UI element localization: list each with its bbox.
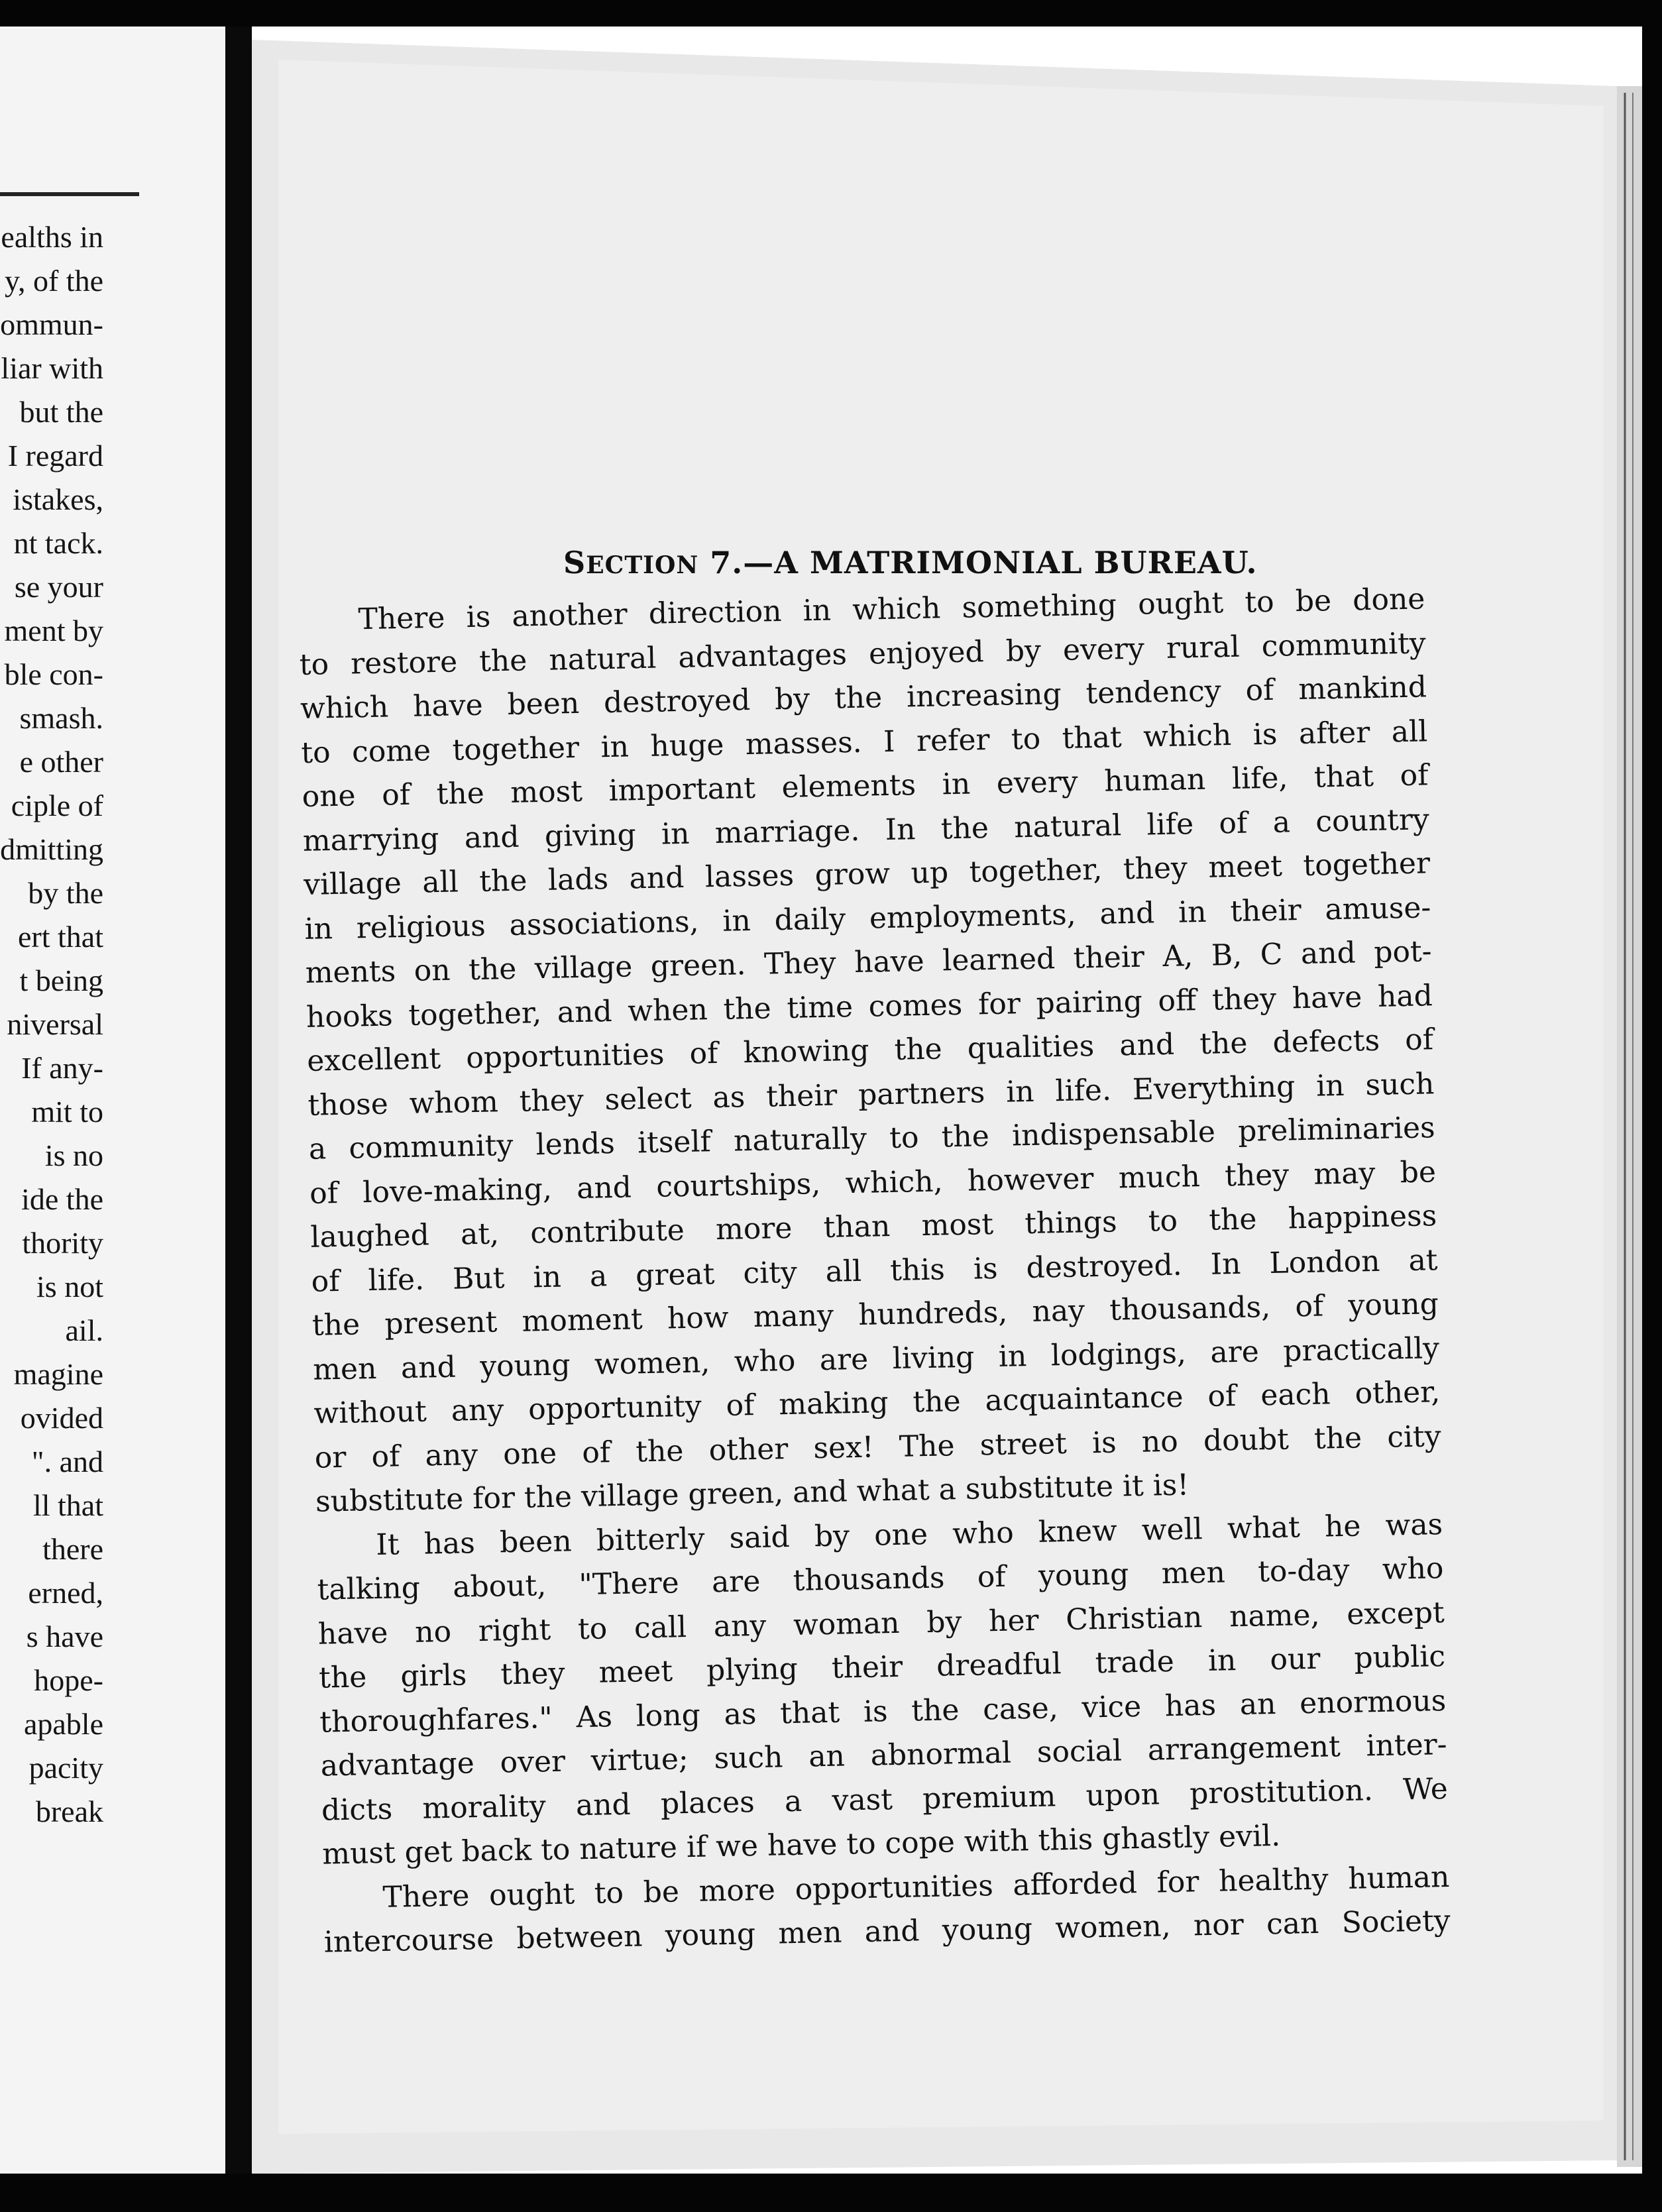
body-text-line: those whom they select as their partners in life. Everything in such — [307, 1066, 1435, 1123]
left-page-line: ert that — [18, 920, 103, 954]
top-black-margin — [0, 0, 1662, 27]
left-page-line: ommun- — [0, 307, 103, 341]
left-page-line: is not — [36, 1270, 103, 1303]
body-text-line: of love-making, and courtships, which, however much they may be — [309, 1154, 1437, 1211]
left-page-line: magine — [13, 1357, 103, 1391]
heading-title: 7.—A MATRIMONIAL BUREAU. — [698, 545, 1258, 581]
body-text-line: to restore the natural advantages enjoyed by every rural community — [299, 626, 1427, 682]
left-page-line: thority — [22, 1226, 103, 1260]
left-page-line: ble con- — [4, 657, 103, 691]
left-page-line: ciple of — [11, 789, 103, 822]
left-page-line: s have — [26, 1620, 103, 1653]
body-text-line: village all the lads and lasses grow up together, they meet together — [303, 846, 1431, 902]
left-page-line: e other — [19, 745, 103, 779]
left-page-line: ". and — [31, 1445, 103, 1478]
left-page-line: pacity — [28, 1751, 103, 1785]
left-page-line: break — [35, 1795, 103, 1828]
body-text-line: have no right to call any woman by her Christian name, except — [317, 1595, 1445, 1651]
left-page-line: ll that — [32, 1488, 103, 1522]
left-page-line: nt tack. — [13, 526, 103, 560]
left-page-line: by the — [28, 876, 103, 910]
body-text-line: laughed at, contribute more than most things to the happiness — [309, 1199, 1437, 1254]
left-page-line: ail. — [65, 1313, 103, 1347]
left-page-line: smash. — [19, 701, 103, 735]
page-edge-strip — [1617, 86, 1642, 2167]
left-page-line: liar with — [1, 351, 103, 385]
left-page-line: apable — [23, 1707, 103, 1741]
left-partial-page — [0, 192, 107, 1863]
section-body — [298, 578, 1451, 1991]
body-text-line: advantage over virtue; such an abnormal social arrangement inter- — [320, 1728, 1447, 1783]
left-page-line: mit to — [31, 1095, 103, 1129]
left-page-line: erned, — [28, 1576, 103, 1610]
left-page-line: there — [42, 1532, 103, 1566]
left-page-line: istakes, — [13, 482, 103, 516]
left-page-line: I regard — [7, 439, 103, 472]
left-page-line: ment by — [4, 614, 103, 647]
body-text-line: men and young women, who are living in lodgings, are practically — [312, 1331, 1440, 1387]
left-page-line: hope- — [34, 1663, 103, 1697]
body-text-line: It has been bitterly said by one who knew well what he was — [375, 1507, 1443, 1562]
left-page-line: ide the — [21, 1182, 103, 1216]
left-page-line: se your — [14, 570, 103, 604]
left-page-line: t being — [19, 964, 103, 997]
body-text-line: which have been destroyed by the increasing tendency of mankind — [300, 670, 1427, 726]
body-text-line: to come together in huge masses. I refer to that which is after all — [300, 714, 1428, 770]
bottom-black-margin — [0, 2174, 1662, 2212]
body-text-line: thoroughfares." As long as that is the case, vice has an enormous — [319, 1683, 1447, 1740]
body-text-line: hooks together, and when the time comes for pairing off they have had — [305, 978, 1433, 1034]
body-text-line: There is another direction in which something ought to be done — [358, 582, 1425, 637]
body-text-line: talking about, "There are thousands of young men to-day who — [317, 1551, 1444, 1607]
body-text-line: the girls they meet plying their dreadful trade in our public — [318, 1639, 1446, 1695]
body-text-line: marrying and giving in marriage. In the natural life of a country — [302, 802, 1430, 858]
heading-lead-smallcaps: ECTION — [586, 551, 699, 579]
body-text-line: There ought to be more opportunities afforded for healthy human — [382, 1859, 1450, 1914]
body-text-line: or of any one of the other sex! The street is no doubt the city — [314, 1419, 1442, 1475]
book-gutter — [225, 27, 252, 2174]
body-text-line: the present moment how many hundreds, nay thousands, of young — [311, 1287, 1439, 1343]
left-page-line: niversal — [7, 1007, 103, 1041]
left-page-line: ovided — [20, 1401, 103, 1435]
left-page-line: ealths in — [1, 220, 103, 254]
left-page-line: dmitting — [0, 832, 103, 866]
heading-lead-letter: S — [563, 545, 586, 581]
body-text-line: without any opportunity of making the acquaintance of each other, — [313, 1375, 1441, 1431]
body-text-line: must get back to nature if we have to cope with this ghastly evil. — [321, 1818, 1281, 1871]
left-page-line: y, of the — [4, 264, 103, 298]
body-text-line: dicts morality and places a vast premium upon prostitution. We — [321, 1771, 1449, 1828]
body-text-line: in religious associations, in daily employments, and in their amuse- — [304, 890, 1431, 946]
body-text-line: intercourse between young men and young women, nor can Society — [323, 1903, 1451, 1960]
left-page-line: If any- — [21, 1051, 103, 1085]
body-text-line: one of the most important elements in every human life, that of — [302, 758, 1429, 814]
body-text-line: excellent opportunities of knowing the qualities and the defects of — [306, 1023, 1434, 1078]
body-text-line: a community lends itself naturally to the indispensable preliminaries — [308, 1111, 1436, 1166]
left-page-line: is no — [44, 1138, 103, 1172]
left-page-line: but the — [19, 395, 103, 429]
body-text-line: substitute for the village green, and what a substitute it is! — [315, 1468, 1190, 1519]
body-text-line: of life. But in a great city all this is destroyed. In London at — [311, 1243, 1438, 1299]
right-black-margin — [1642, 0, 1662, 2212]
body-text-line: ments on the village green. They have learned their A, B, C and pot- — [305, 934, 1432, 990]
